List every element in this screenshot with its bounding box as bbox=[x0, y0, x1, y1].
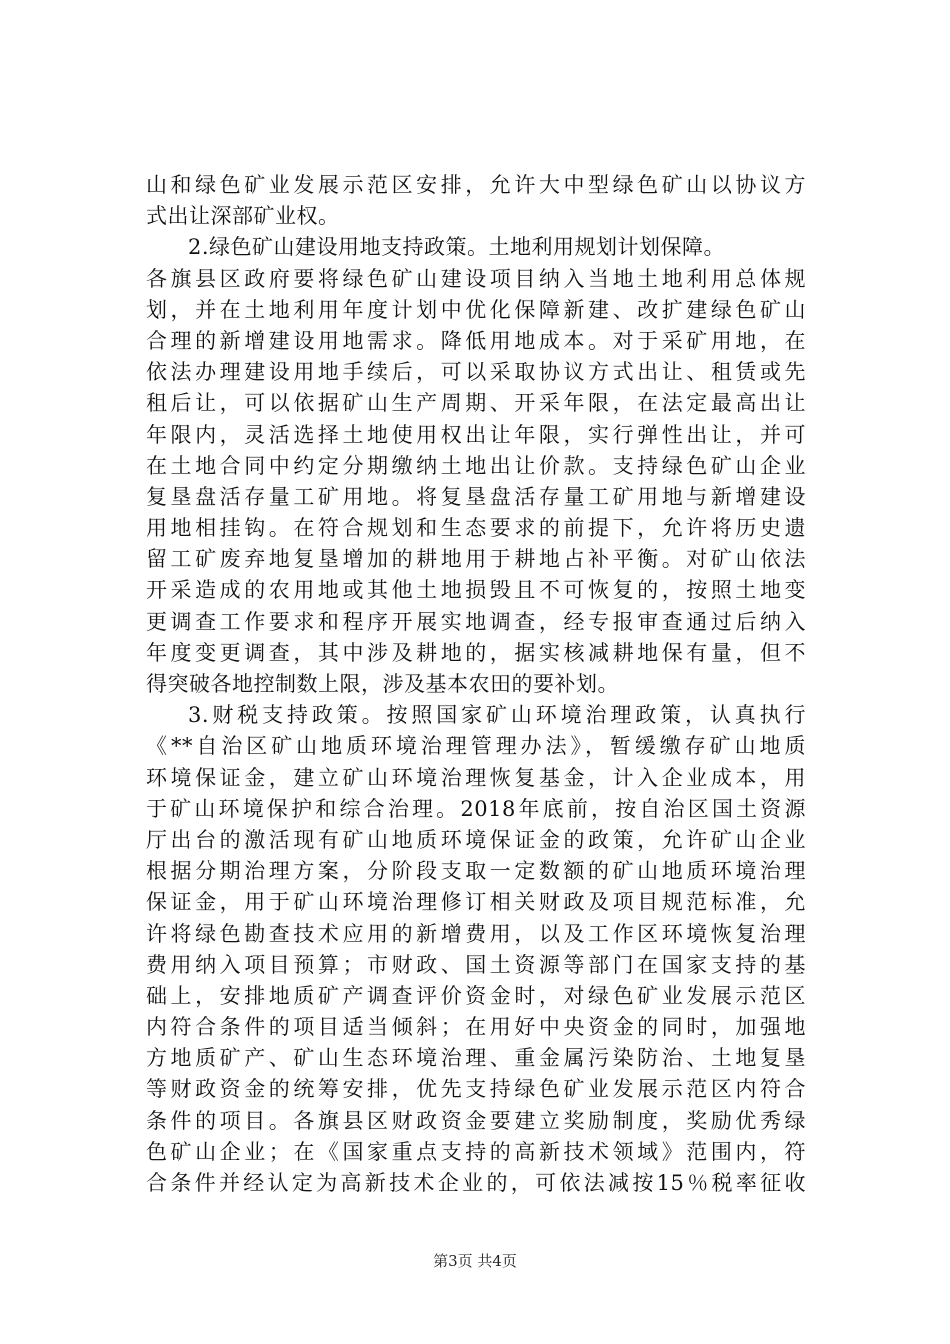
text-line: 依法办理建设用地手续后，可以采取协议方式出让、租赁或先 bbox=[146, 360, 806, 385]
paragraph-heading-line: 2.绿色矿山建设用地支持政策。土地利用规划计划保障。 bbox=[188, 235, 726, 260]
text-line: 于矿山环境保护和综合治理。2018年底前，按自治区国土资源 bbox=[146, 796, 806, 821]
text-line: 根据分期治理方案，分阶段支取一定数额的矿山地质环境治理 bbox=[146, 859, 806, 884]
page-number-footer: 第3页 共4页 bbox=[433, 1252, 517, 1270]
text-line: 础上，安排地质矿产调查评价资金时，对绿色矿业发展示范区 bbox=[146, 983, 806, 1008]
text-line: 内符合条件的项目适当倾斜；在用好中央资金的同时，加强地 bbox=[146, 1015, 806, 1040]
text-line: 开采造成的农用地或其他土地损毁且不可恢复的，按照土地变 bbox=[146, 578, 806, 603]
text-line: 条件的项目。各旗县区财政资金要建立奖励制度，奖励优秀绿 bbox=[146, 1108, 806, 1133]
text-line: 方地质矿产、矿山生态环境治理、重金属污染防治、土地复垦 bbox=[146, 1046, 806, 1071]
text-line: 保证金，用于矿山环境治理修订相关财政及项目规范标准，允 bbox=[146, 890, 806, 915]
document-body bbox=[146, 170, 806, 1199]
text-line: 色矿山企业；在《国家重点支持的高新技术领域》范围内，符 bbox=[146, 1139, 806, 1164]
text-line: 各旗县区政府要将绿色矿山建设项目纳入当地土地利用总体规 bbox=[146, 266, 806, 291]
text-line: 留工矿废弃地复垦增加的耕地用于耕地占补平衡。对矿山依法 bbox=[146, 547, 806, 572]
text-line: 更调查工作要求和程序开展实地调查，经专报审查通过后纳入 bbox=[146, 609, 806, 634]
text-line: 年度变更调查，其中涉及耕地的，据实核减耕地保有量，但不 bbox=[146, 640, 806, 665]
text-line: 环境保证金，建立矿山环境治理恢复基金，计入企业成本，用 bbox=[146, 765, 806, 790]
text-line: 费用纳入项目预算；市财政、国土资源等部门在国家支持的基 bbox=[146, 952, 806, 977]
paragraph-heading-line: 3.财税支持政策。按照国家矿山环境治理政策，认真执行 bbox=[188, 703, 806, 728]
text-line: 厅出台的激活现有矿山地质环境保证金的政策，允许矿山企业 bbox=[146, 827, 806, 852]
text-line: 划，并在土地利用年度计划中优化保障新建、改扩建绿色矿山 bbox=[146, 297, 806, 322]
text-line: 用地相挂钩。在符合规划和生态要求的前提下，允许将历史遗 bbox=[146, 516, 806, 541]
text-line: 山和绿色矿业发展示范区安排，允许大中型绿色矿山以协议方 bbox=[146, 173, 806, 197]
text-line: 合条件并经认定为高新技术企业的，可依法减按15％税率征收 bbox=[146, 1171, 806, 1195]
text-line: 合理的新增建设用地需求。降低用地成本。对于采矿用地，在 bbox=[146, 328, 806, 353]
text-line: 式出让深部矿业权。 bbox=[146, 204, 340, 229]
text-line: 租后让，可以依据矿山生产周期、开采年限，在法定最高出让 bbox=[146, 391, 806, 416]
text-line: 《**自治区矿山地质环境治理管理办法》，暂缓缴存矿山地质 bbox=[146, 734, 806, 759]
text-line: 年限内，灵活选择土地使用权出让年限，实行弹性出让，并可 bbox=[146, 422, 806, 447]
text-line: 得突破各地控制数上限，涉及基本农田的要补划。 bbox=[146, 672, 619, 696]
text-line: 等财政资金的统筹安排，优先支持绿色矿业发展示范区内符合 bbox=[146, 1077, 806, 1102]
text-line: 在土地合同中约定分期缴纳土地出让价款。支持绿色矿山企业 bbox=[146, 453, 806, 478]
text-line: 许将绿色勘查技术应用的新增费用，以及工作区环境恢复治理 bbox=[146, 921, 806, 946]
text-line: 复垦盘活存量工矿用地。将复垦盘活存量工矿用地与新增建设 bbox=[146, 484, 806, 509]
